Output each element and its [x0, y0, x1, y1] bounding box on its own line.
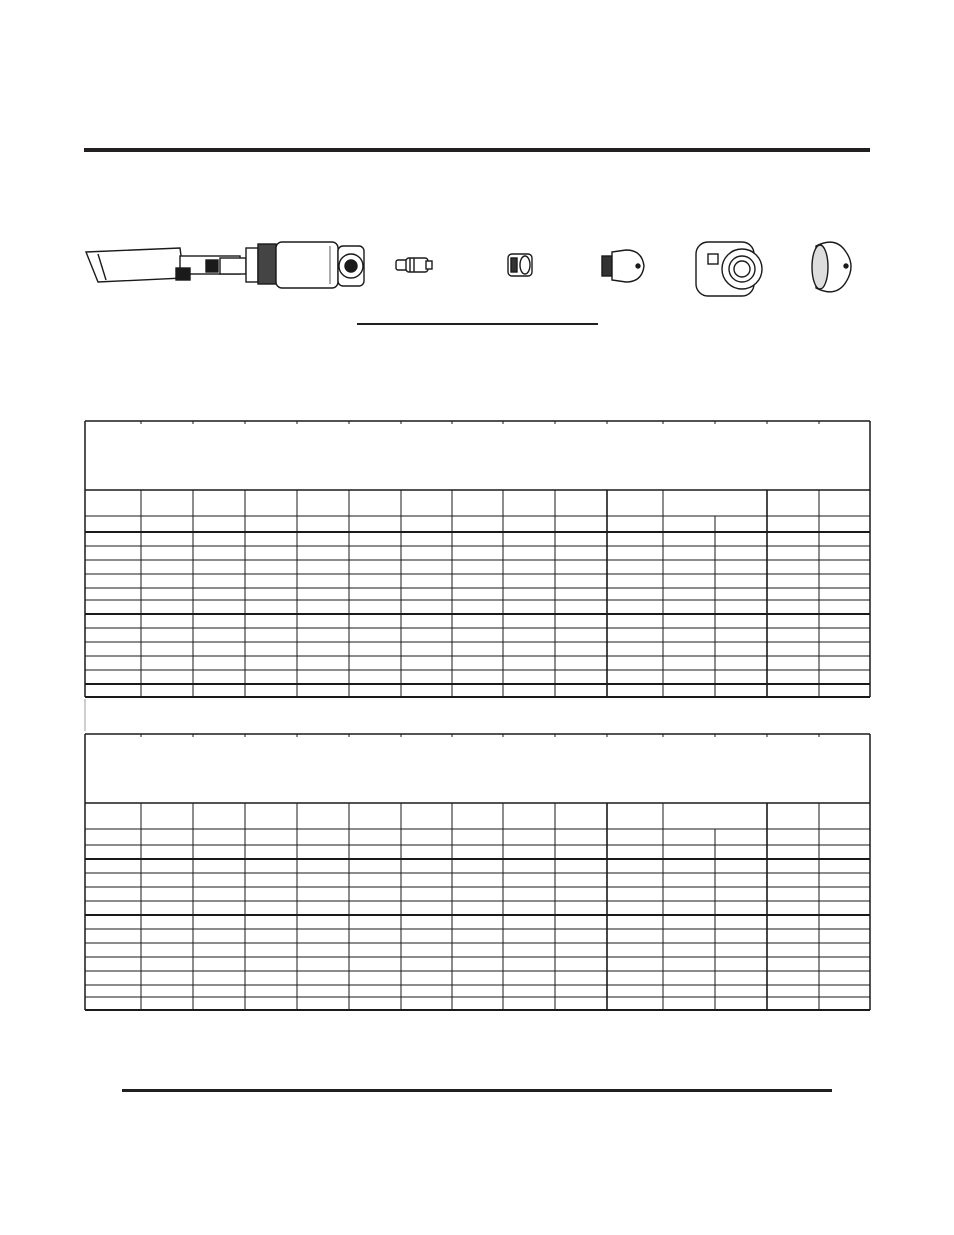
top-rule: [84, 148, 870, 152]
specification-table-2: [84, 733, 871, 1013]
table-gap-mark: [84, 699, 86, 731]
bottom-rule: [122, 1089, 832, 1092]
specification-table-1: [84, 420, 871, 700]
illustration-caption-rule: [357, 323, 598, 325]
torch-head-icon: [86, 242, 364, 288]
shield-cap-icon: [812, 242, 851, 292]
nozzle-tip-icon: [602, 250, 644, 282]
retaining-cap-icon: [696, 242, 762, 296]
electrode-icon: [396, 258, 432, 272]
parts-illustration: [84, 228, 870, 300]
swirl-ring-icon: [508, 254, 532, 276]
